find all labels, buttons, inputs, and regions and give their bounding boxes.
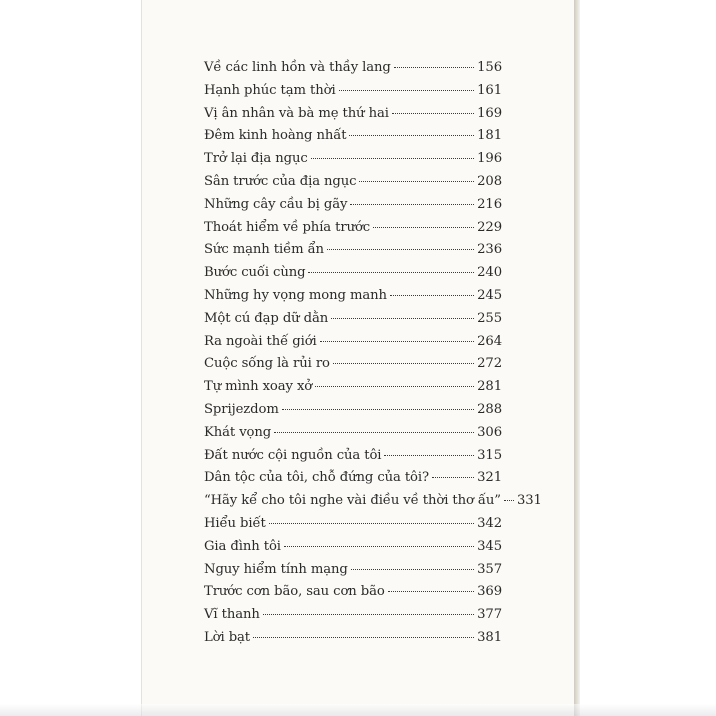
- dot-leader: [350, 204, 474, 205]
- toc-entry-title: Sprijezdom: [204, 401, 279, 417]
- dot-leader: [253, 637, 474, 638]
- toc-entry-title: Vị ân nhân và bà mẹ thứ hai: [204, 105, 389, 121]
- toc-entry-title: Nguy hiểm tính mạng: [204, 561, 348, 577]
- toc-entry-title: Tự mình xoay xở: [204, 379, 313, 395]
- toc-entry-page-number: 272: [477, 356, 502, 372]
- toc-entry: [204, 220, 502, 243]
- dot-leader: [351, 569, 474, 570]
- toc-entry-title: Hiểu biết: [204, 515, 266, 531]
- toc-entry-title: Trước cơn bão, sau cơn bão: [204, 584, 385, 600]
- dot-leader: [320, 341, 474, 342]
- toc-entry-page-number: 331: [516, 493, 542, 509]
- toc-entry: [204, 516, 502, 539]
- toc-entry: [204, 448, 502, 471]
- dot-leader: [359, 181, 474, 182]
- toc-entry-page-number: 342: [477, 515, 502, 531]
- dot-leader: [263, 614, 474, 615]
- toc-entry-title: Hạnh phúc tạm thời: [204, 82, 336, 98]
- toc-entry-page-number: 181: [477, 128, 502, 144]
- page-edge: [574, 0, 580, 716]
- dot-leader: [311, 158, 474, 159]
- toc-entry-page-number: 306: [477, 424, 502, 440]
- toc-entry: [204, 584, 502, 607]
- dot-leader: [349, 135, 474, 136]
- toc-entry: [204, 630, 502, 653]
- toc-entry-title: Vĩ thanh: [204, 607, 260, 623]
- toc-entry-title: Những cây cầu bị gãy: [204, 196, 348, 212]
- toc-entry: [204, 197, 502, 220]
- dot-leader: [384, 455, 474, 456]
- toc-entry-page-number: 255: [477, 310, 502, 326]
- bottom-edge: [0, 704, 716, 716]
- toc-entry-title: Khát vọng: [204, 424, 272, 440]
- toc-entry: [204, 539, 502, 562]
- dot-leader: [269, 523, 474, 524]
- dot-leader: [315, 386, 474, 387]
- toc-entry-title: “Hãy kể cho tôi nghe vài điều về thời thơ ấu”: [204, 493, 501, 509]
- toc-entry: [204, 288, 502, 311]
- dot-leader: [331, 318, 474, 319]
- dot-leader: [390, 295, 474, 296]
- dot-leader: [308, 272, 474, 273]
- toc-entry: [204, 379, 502, 402]
- toc-entry-page-number: 381: [477, 629, 502, 645]
- toc-entry-page-number: 156: [477, 60, 502, 75]
- dot-leader: [339, 90, 475, 91]
- toc-entry: [204, 128, 502, 151]
- toc-entry-title: Về các linh hồn và thầy lang: [204, 60, 391, 75]
- dot-leader: [333, 363, 474, 364]
- dot-leader: [432, 477, 474, 478]
- toc-entry-title: Trở lại địa ngục: [204, 151, 308, 167]
- toc-entry: [204, 425, 502, 448]
- toc-entry-title: Những hy vọng mong manh: [204, 287, 387, 303]
- toc-entry: [204, 60, 502, 83]
- toc-entry: [204, 334, 502, 357]
- toc-entry: [204, 493, 542, 516]
- toc-entry-title: Sức mạnh tiềm ẩn: [204, 242, 324, 258]
- toc-entry-page-number: 196: [477, 151, 502, 167]
- toc-entry: [204, 356, 502, 379]
- toc-entry: [204, 151, 502, 174]
- dot-leader: [282, 409, 474, 410]
- table-of-contents: [204, 60, 542, 653]
- toc-entry: [204, 607, 502, 630]
- toc-entry-title: Bước cuối cùng: [204, 265, 306, 281]
- toc-entry: [204, 402, 502, 425]
- dot-leader: [392, 113, 474, 114]
- toc-entry: [204, 470, 502, 493]
- toc-entry-page-number: 315: [477, 447, 502, 463]
- toc-entry: [204, 174, 502, 197]
- toc-entry-title: Đêm kinh hoàng nhất: [204, 128, 347, 144]
- toc-entry-page-number: 240: [477, 265, 502, 281]
- toc-entry-page-number: 369: [477, 584, 502, 600]
- toc-entry: [204, 562, 502, 585]
- toc-entry-title: Lời bạt: [204, 629, 251, 645]
- toc-entry-title: Một cú đạp dữ dằn: [204, 310, 329, 326]
- toc-entry-title: Gia đình tôi: [204, 538, 281, 554]
- toc-entry-page-number: 345: [477, 538, 502, 554]
- toc-entry: [204, 242, 502, 265]
- toc-entry-page-number: 216: [477, 196, 502, 212]
- dot-leader: [274, 432, 474, 433]
- toc-entry-page-number: 245: [477, 287, 502, 303]
- toc-entry-title: Cuộc sống là rủi ro: [204, 356, 330, 372]
- toc-entry-page-number: 357: [477, 561, 502, 577]
- toc-entry-title: Ra ngoài thế giới: [204, 333, 317, 349]
- toc-entry: [204, 311, 502, 334]
- toc-entry-page-number: 229: [477, 219, 502, 235]
- toc-entry-page-number: 321: [477, 470, 502, 486]
- dot-leader: [394, 67, 474, 68]
- dot-leader: [504, 500, 514, 501]
- toc-entry-page-number: 264: [477, 333, 502, 349]
- toc-entry: [204, 83, 502, 106]
- toc-entry-title: Đất nước cội nguồn của tôi: [204, 447, 382, 463]
- toc-entry-page-number: 377: [477, 607, 502, 623]
- toc-entry: [204, 106, 502, 129]
- toc-entry-page-number: 281: [477, 379, 502, 395]
- dot-leader: [327, 249, 474, 250]
- toc-entry-page-number: 236: [477, 242, 502, 258]
- toc-entry: [204, 265, 502, 288]
- toc-entry-page-number: 288: [477, 401, 502, 417]
- toc-entry-page-number: 208: [477, 173, 502, 189]
- toc-entry-title: Sân trước của địa ngục: [204, 173, 357, 189]
- toc-entry-title: Thoát hiểm về phía trước: [204, 219, 371, 235]
- toc-entry-page-number: 161: [477, 82, 502, 98]
- toc-entry-page-number: 169: [477, 105, 502, 121]
- dot-leader: [388, 591, 474, 592]
- dot-leader: [284, 546, 474, 547]
- dot-leader: [373, 227, 474, 228]
- toc-entry-title: Dân tộc của tôi, chỗ đứng của tôi?: [204, 470, 429, 486]
